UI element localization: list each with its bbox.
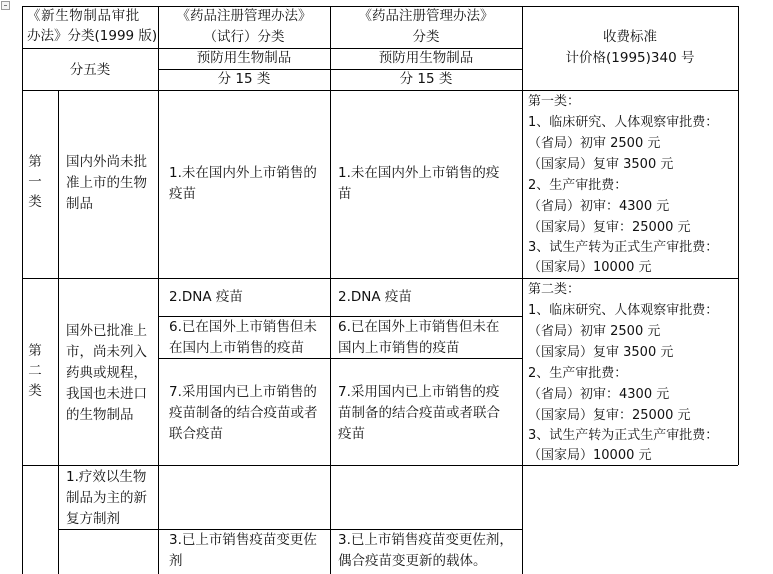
header-col3-line1: 《药品注册管理办法》: [358, 8, 494, 24]
rule: [330, 6, 331, 574]
header-col3-sub1: 预防用生物制品: [378, 50, 474, 66]
row2-trial-item3-line2: 疫苗制备的结合疫苗或者: [169, 405, 318, 421]
row1-class-label: 第 一 类: [28, 154, 42, 210]
rule: [158, 358, 522, 359]
row2-fee-line1: 第二类：: [528, 282, 581, 297]
header-col3-sub2: 分 15 类: [399, 71, 453, 87]
row2-fee-line2: 1、临床研究、人体观察审批费：: [528, 303, 719, 318]
row2-class-label: 第 二 类: [28, 343, 42, 399]
rule: [58, 90, 59, 574]
row2-trial-item3-line3: 联合疫苗: [169, 426, 223, 442]
header-col1-line2: 办法》分类(1999 版): [27, 28, 158, 44]
row3-trial-line1: 3.已上市销售疫苗变更佐: [169, 532, 317, 548]
rule: [158, 6, 159, 574]
header-col4-line1: 收费标准: [603, 29, 657, 45]
row2-desc-line3: 药典或规程，: [66, 365, 147, 381]
header-col3-line2: 分类: [412, 29, 440, 45]
header-col4-line2: 计价格(1995)340 号: [565, 50, 695, 66]
row1-fee-line7: （国家局）复审：25000 元: [528, 220, 691, 235]
row3-desc-line3: 复方制剂: [66, 511, 120, 527]
header-col1-sub: 分五类: [69, 62, 111, 78]
row1-trial-line2: 疫苗: [169, 186, 196, 202]
row2-fee-line8: 3、试生产转为正式生产审批费：: [528, 428, 719, 443]
row2-formal-item2-line2: 国内上市销售的疫苗: [338, 340, 460, 356]
row1-fee-line1: 第一类：: [528, 94, 581, 109]
row2-formal-item3-line2: 苗制备的结合疫苗或者联合: [338, 405, 500, 421]
rule: [22, 90, 738, 91]
row3-formal-line1: 3.已上市销售疫苗变更佐剂，: [338, 532, 513, 548]
row1-fee-line6: （省局）初审：4300 元: [528, 199, 670, 214]
row3-desc-line1: 1.疗效以生物: [66, 469, 147, 485]
row2-fee-line5: 2、生产审批费：: [528, 366, 628, 381]
row3-trial-line2: 剂: [169, 553, 183, 569]
row2-desc-line5: 的生物制品: [66, 407, 134, 423]
row1-fee-line5: 2、生产审批费：: [528, 178, 628, 193]
rule: [522, 6, 523, 574]
row2-fee-line4: （国家局）复审 3500 元: [528, 345, 674, 360]
rule: [22, 48, 158, 49]
row2-trial-item3-line1: 7.采用国内已上市销售的: [169, 384, 317, 400]
table-move-handle-icon[interactable]: [1, 1, 10, 10]
header-col1-line1: 《新生物制品审批: [27, 8, 140, 24]
row2-desc-line2: 市，尚未列入: [66, 344, 147, 360]
row1-desc-line1: 国内外尚未批: [66, 154, 147, 170]
row2-desc-line1: 国外已批准上: [66, 323, 147, 339]
row2-fee-line7: （国家局）复审：25000 元: [528, 408, 691, 423]
row2-formal-item3-line1: 7.采用国内已上市销售的疫: [338, 384, 500, 400]
header-col2-line2: （试行）分类: [203, 29, 285, 45]
row1-fee-line8: 3、试生产转为正式生产审批费：: [528, 240, 719, 255]
row2-formal-item2-line1: 6.已在国外上市销售但未在: [338, 319, 500, 335]
row2-fee-line9: （国家局）10000 元: [528, 448, 652, 463]
row1-fee-line3: （省局）初审 2500 元: [528, 136, 661, 151]
row1-formal-line2: 苗: [338, 186, 352, 202]
table-border-left: [22, 6, 23, 574]
row2-desc-line4: 我国也未进口: [66, 386, 147, 402]
row1-desc-line3: 制品: [66, 196, 93, 212]
row2-formal-item1: 2.DNA 疫苗: [338, 289, 412, 305]
row3-formal-line2: 偶合疫苗变更新的载体。: [338, 553, 487, 569]
row3-desc-line2: 制品为主的新: [66, 490, 147, 506]
row1-fee-line2: 1、临床研究、人体观察审批费：: [528, 115, 719, 130]
row2-formal-item3-line3: 疫苗: [338, 426, 365, 442]
row1-fee-line4: （国家局）复审 3500 元: [528, 157, 674, 172]
row2-fee-line3: （省局）初审 2500 元: [528, 324, 661, 339]
row2-fee-line6: （省局）初审：4300 元: [528, 387, 670, 402]
table-border-right: [738, 6, 739, 465]
row1-formal-line1: 1.未在国内外上市销售的疫: [338, 165, 500, 181]
header-col2-sub1: 预防用生物制品: [196, 50, 292, 66]
row2-trial-item2-line2: 在国内上市销售的疫苗: [169, 340, 304, 356]
row1-fee-line9: （国家局）10000 元: [528, 260, 652, 275]
row2-trial-item1: 2.DNA 疫苗: [169, 289, 243, 305]
row1-desc-line2: 准上市的生物: [66, 175, 147, 191]
header-col2-line1: 《药品注册管理办法》: [176, 8, 312, 24]
header-col2-sub2: 分 15 类: [217, 71, 271, 87]
row2-trial-item2-line1: 6.已在国外上市销售但未: [169, 319, 317, 335]
row1-trial-line1: 1.未在国内外上市销售的: [169, 165, 317, 181]
